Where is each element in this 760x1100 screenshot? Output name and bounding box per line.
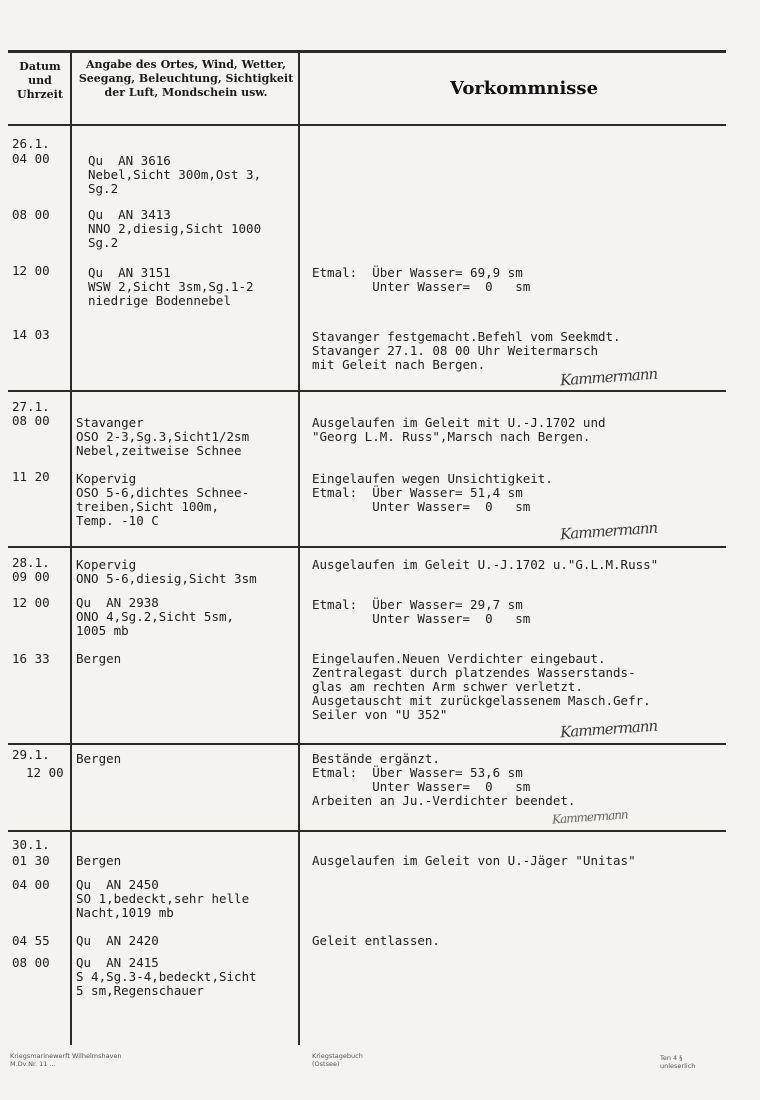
entry-event: Bestände ergänzt. Etmal: Über Wasser= 53,6 sm Unter Wasser= 0 sm Arbeiten an Ju.-Verdichter beendet.: [312, 751, 576, 808]
entry-event: Etmal: Über Wasser= 69,9 sm Unter Wasser= 0 sm: [312, 265, 531, 294]
entry-location: Qu AN 2415 S 4,Sg.3-4,bedeckt,Sicht 5 sm,Regenschauer: [76, 955, 257, 998]
entry-time: 11 20: [12, 469, 50, 484]
entry-date: 30.1.: [12, 837, 50, 852]
entry-time: 08 00: [12, 413, 50, 428]
signature: Kammermann: [559, 364, 658, 390]
entry-event: Geleit entlassen.: [312, 933, 440, 948]
top-rule: [8, 50, 726, 53]
column-divider-2: [298, 50, 300, 1045]
entry-event: Eingelaufen.Neuen Verdichter eingebaut. Zentralegast durch platzendes Wasserstands- glas am rechten Arm schwer verletzt. Ausgetauscht mit zurückgelassenem Masch.Gefr. Seiler von "U 352": [312, 651, 651, 722]
section-rule-28: [8, 546, 726, 548]
entry-time: 04 00: [12, 151, 50, 166]
header-date-time: Datum und Uhrzeit: [17, 60, 63, 101]
entry-location: Qu AN 3413 NNO 2,diesig,Sicht 1000 Sg.2: [88, 207, 262, 250]
entry-event: Ausgelaufen im Geleit von U.-Jäger "Unitas": [312, 853, 636, 868]
entry-event: Ausgelaufen im Geleit mit U.-J.1702 und "Georg L.M. Russ",Marsch nach Bergen.: [312, 415, 606, 444]
signature: Kammermann: [559, 716, 658, 742]
entry-location: Bergen: [76, 651, 122, 666]
entry-location: Bergen: [76, 751, 122, 766]
entry-event: Ausgelaufen im Geleit U.-J.1702 u."G.L.M.Russ": [312, 557, 659, 572]
entry-date: 28.1.: [12, 555, 50, 570]
entry-event: Stavanger festgemacht.Befehl vom Seekmdt. Stavanger 27.1. 08 00 Uhr Weitermarsch mit Geleit nach Bergen.: [312, 329, 621, 372]
header-events: Vorkommnisse: [450, 78, 599, 99]
entry-time: 12 00: [12, 595, 50, 610]
entry-location: Qu AN 3151 WSW 2,Sicht 3sm,Sg.1-2 niedrige Bodennebel: [88, 265, 254, 308]
entry-location: Qu AN 3616 Nebel,Sicht 300m,Ost 3, Sg.2: [88, 153, 262, 196]
entry-time: 01 30: [12, 853, 50, 868]
footer-right: Ten 4 § unleserlich: [660, 1054, 696, 1070]
entry-location: Kopervig OSO 5-6,dichtes Schnee- treiben,Sicht 100m, Temp. -10 C: [76, 471, 250, 528]
entry-location: Stavanger OSO 2-3,Sg.3,Sicht1/2sm Nebel,zeitweise Schnee: [76, 415, 250, 458]
entry-time: 09 00: [12, 569, 50, 584]
entry-location: Bergen: [76, 853, 122, 868]
section-rule-30: [8, 830, 726, 832]
footer-left: Kriegsmarinewerft Wilhelmshaven M.Dv.Nr. 11 ...: [10, 1052, 122, 1068]
footer-center: Kriegstagebuch (Ostsee): [312, 1052, 363, 1068]
header-bottom-rule: [8, 124, 726, 126]
entry-location: Qu AN 2450 SO 1,bedeckt,sehr helle Nacht,1019 mb: [76, 877, 250, 920]
section-rule-29: [8, 743, 726, 745]
entry-time: 12 00: [12, 263, 50, 278]
entry-time: 08 00: [12, 955, 50, 970]
entry-event: Etmal: Über Wasser= 29,7 sm Unter Wasser= 0 sm: [312, 597, 531, 626]
signature: Kammermann: [551, 807, 629, 827]
entry-time: 16 33: [12, 651, 50, 666]
entry-date: 27.1.: [12, 399, 50, 414]
header-location-weather: Angabe des Ortes, Wind, Wetter, Seegang, Beleuchtung, Sichtigkeit der Luft, Mondschein usw.: [78, 58, 294, 99]
entry-date: 29.1.: [12, 747, 50, 762]
entry-time: 04 55: [12, 933, 50, 948]
section-rule-27: [8, 390, 726, 392]
signature: Kammermann: [559, 518, 658, 544]
entry-time: 12 00: [26, 765, 64, 780]
entry-location: Qu AN 2938 ONO 4,Sg.2,Sicht 5sm, 1005 mb: [76, 595, 235, 638]
column-divider-1: [70, 50, 72, 1045]
entry-time: 04 00: [12, 877, 50, 892]
entry-location: Qu AN 2420: [76, 933, 159, 948]
entry-event: Eingelaufen wegen Unsichtigkeit. Etmal: Über Wasser= 51,4 sm Unter Wasser= 0 sm: [312, 471, 553, 514]
entry-location: Kopervig ONO 5-6,diesig,Sicht 3sm: [76, 557, 257, 586]
entry-time: 14 03: [12, 327, 50, 342]
entry-date: 26.1.: [12, 136, 50, 151]
entry-time: 08 00: [12, 207, 50, 222]
